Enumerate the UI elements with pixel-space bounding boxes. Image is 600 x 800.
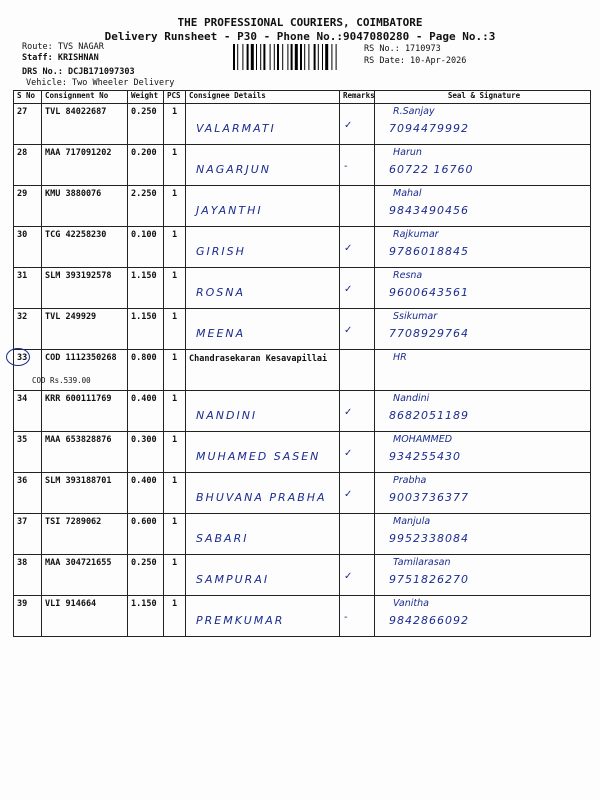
col-sno: S No — [14, 91, 42, 104]
weight-cell — [128, 391, 164, 432]
consignment-value: TSI 7289062 — [45, 517, 102, 527]
sno-cell — [14, 432, 42, 473]
weight-cell — [128, 432, 164, 473]
sno-value: 35 — [17, 435, 28, 445]
consignment-cell — [32, 350, 128, 391]
weight-cell — [128, 350, 164, 391]
sno-value: 30 — [17, 230, 28, 240]
rs-date: RS Date: 10-Apr-2026 — [364, 56, 467, 66]
consignment-cell — [42, 268, 128, 309]
weight-value: 0.600 — [131, 517, 157, 527]
receiver-phone: 934255430 — [389, 450, 461, 463]
consignee-handwritten: SAMPURAI — [196, 573, 270, 586]
consignee-handwritten: MEENA — [196, 327, 246, 340]
pcs-cell — [164, 227, 186, 268]
table-row — [14, 104, 591, 145]
consignee-cell — [186, 432, 340, 473]
pcs-value: 1 — [171, 353, 178, 363]
consignment-cell — [42, 186, 128, 227]
pcs-cell — [164, 555, 186, 596]
remark-mark: ✓ — [344, 243, 353, 254]
sno-cell — [14, 473, 42, 514]
consignee-handwritten: JAYANTHI — [196, 204, 263, 217]
consignee-cell — [186, 309, 340, 350]
remarks-cell — [340, 596, 375, 637]
consignee-cell — [186, 473, 340, 514]
remark-mark: - — [344, 161, 348, 172]
remarks-cell — [340, 432, 375, 473]
pcs-value: 1 — [171, 189, 178, 199]
signature-text: Tamilarasan — [393, 557, 451, 568]
sno-value: 38 — [17, 558, 28, 568]
sno-cell — [14, 555, 42, 596]
pcs-cell — [164, 432, 186, 473]
pcs-cell — [164, 145, 186, 186]
pcs-value: 1 — [171, 271, 178, 281]
sno-value: 29 — [17, 189, 28, 199]
signature-cell — [375, 391, 591, 432]
table-row — [14, 596, 591, 637]
remarks-cell — [340, 186, 375, 227]
weight-value: 0.300 — [131, 435, 157, 445]
runsheet-subtitle: Delivery Runsheet - P30 - Phone No.:9047080280 - Page No.:3 — [104, 30, 496, 43]
pcs-cell — [164, 309, 186, 350]
sno-cell — [14, 104, 42, 145]
signature-cell — [375, 432, 591, 473]
signature-cell — [375, 145, 591, 186]
signature-text: Prabha — [393, 475, 427, 486]
table-row — [14, 391, 591, 432]
remarks-cell — [340, 227, 375, 268]
consignment-cell — [42, 596, 128, 637]
consignment-cell — [42, 145, 128, 186]
signature-cell — [375, 186, 591, 227]
consignment-cell — [42, 309, 128, 350]
weight-cell — [128, 227, 164, 268]
table-row — [14, 432, 591, 473]
signature-text: Mahal — [393, 188, 422, 199]
consignment-cell — [42, 391, 128, 432]
sno-value: 31 — [17, 271, 28, 281]
table-header — [14, 91, 591, 104]
weight-cell — [128, 473, 164, 514]
weight-cell — [128, 186, 164, 227]
sno-value: 32 — [17, 312, 28, 322]
table-row — [14, 145, 591, 186]
consignment-cell — [42, 514, 128, 555]
signature-text: Ssikumar — [393, 311, 438, 322]
remark-mark: ✓ — [344, 407, 353, 418]
cod-amount: COD Rs.539.00 — [32, 376, 91, 385]
sno-cell — [14, 227, 42, 268]
signature-text: R.Sanjay — [393, 106, 435, 117]
consignment-cell — [42, 227, 128, 268]
col-weight: Weight — [128, 91, 164, 104]
consignment-cell — [42, 555, 128, 596]
signature-cell — [375, 514, 591, 555]
signature-text: Nandini — [393, 393, 430, 404]
sno-cell — [14, 514, 42, 555]
weight-value: 0.100 — [131, 230, 157, 240]
sno-value: 39 — [17, 599, 28, 609]
table-row — [14, 227, 591, 268]
remarks-cell — [340, 555, 375, 596]
sno-value: 37 — [17, 517, 28, 527]
weight-value: 1.150 — [131, 599, 157, 609]
sno-cell — [14, 391, 42, 432]
weight-cell — [128, 555, 164, 596]
receiver-phone: 7094479992 — [389, 122, 469, 135]
company-title: THE PROFESSIONAL COURIERS, COIMBATORE — [177, 16, 423, 29]
consignee-handwritten: SABARI — [196, 532, 249, 545]
remarks-cell — [340, 268, 375, 309]
col-remarks: Remarks — [340, 91, 375, 104]
signature-text: Harun — [393, 147, 422, 158]
signature-text: Resna — [393, 270, 423, 281]
barcode-icon — [233, 44, 361, 70]
signature-cell — [375, 104, 591, 145]
sno-value: 28 — [17, 148, 28, 158]
receiver-phone: 9786018845 — [389, 245, 469, 258]
table-row — [14, 309, 591, 350]
table-row — [14, 186, 591, 227]
consignee-cell — [186, 186, 340, 227]
sno-cell — [14, 145, 42, 186]
table-row — [14, 350, 591, 391]
signature-cell — [375, 555, 591, 596]
drs-label: DRS No.: DCJB171097303 — [22, 67, 135, 77]
signature-text: Manjula — [393, 516, 431, 527]
remark-mark: - — [344, 612, 348, 623]
col-pcs: PCS — [164, 91, 186, 104]
receiver-phone: 9003736377 — [389, 491, 469, 504]
route-label: Route: TVS NAGAR — [22, 42, 104, 52]
consignment-value: TVL 84022687 — [45, 107, 107, 117]
consignee-cell — [186, 227, 340, 268]
consignment-cell — [42, 104, 128, 145]
signature-text: MOHAMMED — [393, 434, 453, 445]
consignment-value: KMU 3880076 — [45, 189, 102, 199]
signature-cell — [375, 309, 591, 350]
pcs-cell — [164, 391, 186, 432]
sno-cell — [14, 186, 42, 227]
consignee-handwritten: NANDINI — [196, 409, 258, 422]
receiver-phone: 9843490456 — [389, 204, 469, 217]
pcs-value: 1 — [171, 312, 178, 322]
pcs-value: 1 — [171, 599, 178, 609]
consignment-value: MAA 304721655 — [45, 558, 112, 568]
delivery-table — [13, 90, 591, 637]
remarks-cell — [340, 473, 375, 514]
weight-value: 0.200 — [131, 148, 157, 158]
weight-value: 1.150 — [131, 312, 157, 322]
signature-cell — [375, 227, 591, 268]
signature-cell — [375, 473, 591, 514]
circle-mark-icon — [6, 348, 30, 366]
consignment-value: TCG 42258230 — [45, 230, 107, 240]
consignee-typed: Chandrasekaran Kesavapillai — [189, 354, 328, 364]
table-row — [14, 473, 591, 514]
signature-cell — [375, 268, 591, 309]
sno-cell — [14, 309, 42, 350]
col-seal: Seal & Signature — [375, 91, 591, 104]
weight-value: 0.250 — [131, 558, 157, 568]
receiver-phone: 9751826270 — [389, 573, 469, 586]
sno-value: 36 — [17, 476, 28, 486]
consignee-handwritten: GIRISH — [196, 245, 246, 258]
remarks-cell — [340, 391, 375, 432]
remark-mark: ✓ — [344, 448, 353, 459]
remark-mark: ✓ — [344, 571, 353, 582]
consignment-value: MAA 653828876 — [45, 435, 112, 445]
consignee-handwritten: ROSNA — [196, 286, 246, 299]
consignment-value: MAA 717091202 — [45, 148, 112, 158]
weight-cell — [128, 145, 164, 186]
pcs-value: 1 — [171, 148, 178, 158]
sno-value: 27 — [17, 107, 28, 117]
remarks-cell — [340, 350, 375, 391]
consignee-cell — [186, 145, 340, 186]
receiver-phone: 9952338084 — [389, 532, 469, 545]
consignee-cell — [186, 391, 340, 432]
pcs-cell — [164, 514, 186, 555]
weight-value: 1.150 — [131, 271, 157, 281]
receiver-phone: 7708929764 — [389, 327, 469, 340]
consignment-value: VLI 914664 — [45, 599, 97, 609]
sno-value: 33 — [17, 353, 28, 363]
weight-value: 2.250 — [131, 189, 157, 199]
col-consignee: Consignee Details — [186, 91, 340, 104]
table-row — [14, 555, 591, 596]
weight-cell — [128, 268, 164, 309]
remark-mark: ✓ — [344, 284, 353, 295]
weight-cell — [128, 596, 164, 637]
remark-mark: ✓ — [344, 325, 353, 336]
consignment-value: SLM 393192578 — [45, 271, 112, 281]
receiver-phone: 8682051189 — [389, 409, 469, 422]
consignment-value: TVL 249929 — [45, 312, 97, 322]
pcs-value: 1 — [171, 558, 178, 568]
remarks-cell — [340, 514, 375, 555]
consignee-handwritten: NAGARJUN — [196, 163, 271, 176]
pcs-cell — [164, 104, 186, 145]
signature-text: Rajkumar — [393, 229, 439, 240]
table-row — [14, 514, 591, 555]
remarks-cell — [340, 309, 375, 350]
signature-text: Vanitha — [393, 598, 429, 609]
weight-value: 0.250 — [131, 107, 157, 117]
pcs-cell — [164, 350, 186, 391]
weight-value: 0.400 — [131, 394, 157, 404]
weight-cell — [128, 514, 164, 555]
col-consignment: Consignment No — [42, 91, 128, 104]
sno-cell — [14, 268, 42, 309]
consignment-value: SLM 393188701 — [45, 476, 112, 486]
consignee-cell — [186, 596, 340, 637]
receiver-phone: 9600643561 — [389, 286, 469, 299]
pcs-value: 1 — [171, 394, 178, 404]
pcs-value: 1 — [171, 435, 178, 445]
receiver-phone: 9842866092 — [389, 614, 469, 627]
remarks-cell — [340, 104, 375, 145]
consignee-cell — [186, 555, 340, 596]
pcs-cell — [164, 186, 186, 227]
remarks-cell — [340, 145, 375, 186]
staff-label: Staff: KRISHNAN — [22, 53, 99, 63]
pcs-cell — [164, 268, 186, 309]
sno-cell — [14, 596, 42, 637]
consignee-handwritten: MUHAMED SASEN — [196, 450, 321, 463]
pcs-value: 1 — [171, 107, 178, 117]
consignment-value: COD 1112350268 — [45, 353, 117, 363]
pcs-cell — [164, 473, 186, 514]
remark-mark: ✓ — [344, 120, 353, 131]
weight-value: 0.400 — [131, 476, 157, 486]
pcs-cell — [164, 596, 186, 637]
consignee-handwritten: BHUVANA PRABHA — [196, 491, 327, 504]
consignee-handwritten: VALARMATI — [196, 122, 276, 135]
sno-value: 34 — [17, 394, 28, 404]
signature-cell — [375, 350, 591, 391]
pcs-value: 1 — [171, 476, 178, 486]
table-row — [14, 268, 591, 309]
consignment-value: KRR 600111769 — [45, 394, 112, 404]
consignment-cell — [42, 432, 128, 473]
vehicle-label: Vehicle: Two Wheeler Delivery — [26, 78, 175, 88]
consignee-cell — [186, 514, 340, 555]
weight-value: 0.800 — [131, 353, 157, 363]
rs-number: RS No.: 1710973 — [364, 44, 441, 54]
remark-mark: ✓ — [344, 489, 353, 500]
consignment-cell — [42, 473, 128, 514]
consignee-handwritten: PREMKUMAR — [196, 614, 285, 627]
pcs-value: 1 — [171, 517, 178, 527]
weight-cell — [128, 309, 164, 350]
signature-text: HR — [393, 352, 407, 363]
consignee-cell — [186, 268, 340, 309]
consignee-cell — [186, 104, 340, 145]
signature-cell — [375, 596, 591, 637]
weight-cell — [128, 104, 164, 145]
pcs-value: 1 — [171, 230, 178, 240]
receiver-phone: 60722 16760 — [389, 163, 474, 176]
consignee-cell — [186, 350, 340, 391]
